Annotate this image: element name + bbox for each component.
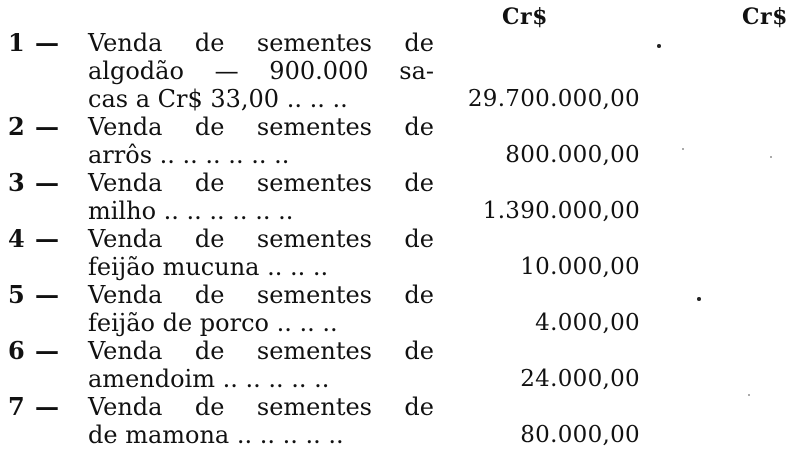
item-text-line: feijão mucuna .. .. ..: [88, 253, 329, 281]
item-text-line: Venda de sementes de: [88, 29, 434, 57]
item-text-line: algodão — 900.000 sa-: [88, 57, 434, 85]
list-item: [8, 225, 648, 281]
item-text-line: feijão de porco .. .. ..: [88, 309, 338, 337]
list-item: [8, 169, 648, 225]
list-item: [8, 393, 648, 449]
item-list: [8, 29, 648, 449]
item-number: 5: [8, 280, 25, 309]
item-text-line: Venda de sementes de: [88, 281, 434, 309]
scan-speck: [682, 148, 684, 150]
item-amount: 10.000,00: [520, 254, 640, 280]
item-dash: —: [35, 224, 59, 253]
item-number: 7: [8, 392, 25, 421]
item-dash: —: [35, 168, 59, 197]
item-number: 3: [8, 168, 25, 197]
scan-speck: [748, 394, 750, 396]
item-number: 4: [8, 224, 25, 253]
scan-speck: [770, 156, 772, 158]
column-header-cr1: Cr$: [502, 4, 548, 30]
item-number: 2: [8, 112, 25, 141]
item-text-line: arrôs .. .. .. .. .. ..: [88, 141, 290, 169]
item-number: 6: [8, 336, 25, 365]
item-amount: 800.000,00: [505, 142, 640, 168]
list-item: [8, 29, 648, 113]
item-amount: 1.390.000,00: [482, 198, 640, 224]
list-item: [8, 113, 648, 169]
scan-speck: [657, 44, 661, 48]
item-text-line: Venda de sementes de: [88, 225, 434, 253]
item-text-line: de mamona .. .. .. .. ..: [88, 421, 344, 449]
item-amount: 4.000,00: [535, 310, 640, 336]
item-text-line: cas a Cr$ 33,00 .. .. ..: [88, 85, 348, 113]
item-dash: —: [35, 280, 59, 309]
item-amount: 24.000,00: [520, 366, 640, 392]
item-dash: —: [35, 392, 59, 421]
scan-speck: [697, 297, 701, 301]
item-text-line: milho .. .. .. .. .. ..: [88, 197, 294, 225]
item-dash: —: [35, 28, 59, 57]
item-amount: 80.000,00: [520, 422, 640, 448]
item-dash: —: [35, 112, 59, 141]
item-text-line: Venda de sementes de: [88, 113, 434, 141]
item-number: 1: [8, 28, 25, 57]
item-dash: —: [35, 336, 59, 365]
item-text-line: amendoim .. .. .. .. ..: [88, 365, 330, 393]
item-text-line: Venda de sementes de: [88, 393, 434, 421]
list-item: [8, 337, 648, 393]
list-item: [8, 281, 648, 337]
column-header-cr2: Cr$: [742, 4, 788, 30]
item-amount: 29.700.000,00: [467, 86, 640, 112]
item-text-line: Venda de sementes de: [88, 337, 434, 365]
item-text-line: Venda de sementes de: [88, 169, 434, 197]
